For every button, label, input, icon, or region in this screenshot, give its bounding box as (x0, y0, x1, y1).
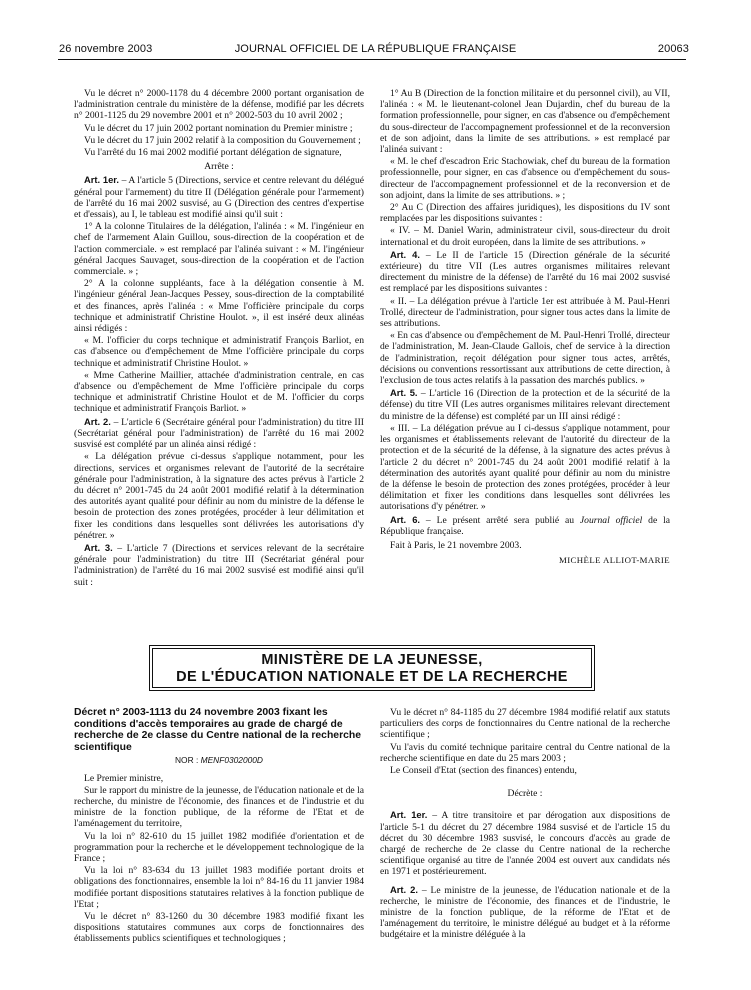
article-2 (74, 416, 364, 451)
date-line: Fait à Paris, le 21 novembre 2003. (390, 539, 522, 551)
article-1 (380, 809, 670, 877)
article-text: – A l'article 5 (Directions, service et centre relevant du délégué général pour l'armement) du titre II (Délégation générale pour l'armement) de l'arrêté du 16 mai 2002 susvisé, au G (Direction des centres d'expertise et d'essais), au I, le tableau est modifié ainsi qu'il suit : (74, 175, 365, 221)
paragraph: Vu la loi n° 83-634 du 13 juillet 1983 modifiée portant droits et obligations des fonctionnaires, ensemble la loi n° 84-16 du 11 janvier 1984 modifiée portant dispositions statutaires relatives à la fonction publique de l'Etat ; (74, 865, 364, 910)
article-label: Art. 5. (390, 387, 418, 399)
article-label: Art. 1er. (390, 809, 428, 821)
top-right-column (380, 88, 670, 567)
signature: MICHÈLE ALLIOT-MARIE (558, 555, 670, 566)
article-2 (380, 884, 670, 941)
article-text: – A titre transitoire et par dérogation aux dispositions de l'article 5-1 du décret du 27 décembre 1984 susvisé et de l'article 15 du décret du 30 décembre 1983 susvisé, le concours d'accès au grade de chargé de recherche de 2e classe du Centre national de la recherche scientifique organisé au titre de l'année 2004 est ouvert aux candidats nés en 1971 et postérieurement. (380, 810, 670, 878)
paragraph: Vu la loi n° 82-610 du 15 juillet 1982 modifiée d'orientation et de programmation pour la recherche et le développement technologique de la France ; (74, 830, 364, 864)
article-text: – L'article 16 (Direction de la protection et de la sécurité de la défense) du titre VII (Les autres organismes militaires relevant directement du ministre de la défense) est complété par un III ainsi rédigé : (380, 388, 670, 422)
page-header (0, 0, 751, 60)
paragraph: Vu le décret n° 84-1185 du 27 décembre 1984 modifié relatif aux statuts particuliers des corps de fonctionnaires du Centre national de la recherche scientifique ; (380, 707, 670, 741)
article-text: – Le II de l'article 15 (Direction générale de la sécurité extérieure) du titre VII (Les autres organismes militaires relevant directement du ministre de la défense) de l'arrêté du 16 mai 2002 susvisé est remplacé par les dispositions suivantes : (380, 249, 670, 295)
article-3 (74, 542, 364, 588)
article-text: – Le présent arrêté sera publié au (425, 514, 580, 526)
paragraph: 2° A la colonne suppléants, face à la délégation consentie à M. l'ingénieur général Jean-Jacques Pessey, sous-direction de la comptabilité et des finances, après l'alinéa : « Mme l'officière principale du corps technique et administratif Christine Houlot. », il est inséré deux alinéas ainsi rédigés : (74, 278, 364, 335)
paragraph: 1° Au B (Direction de la fonction militaire et du personnel civil), au VII, l'alinéa : « M. le lieutenant-colonel Jean Dujardin, chef du bureau de la formation professionnelle, pour signer, en cas d'absence ou d'empêchement du sous-directeur de l'accompagnement professionnel et de la reconversion et de son adjoint, dans la limite de ses attributions. » est remplacé par l'alinéa suivant : (380, 88, 670, 156)
decree-left-column (74, 707, 364, 946)
article-label: Art. 4. (390, 248, 420, 260)
nor-label: NOR : (175, 755, 201, 766)
paragraph: Vu le décret n° 2000-1178 du 4 décembre 2000 portant organisation de l'administration centrale du ministère de la défense, modifié par les décrets n° 2001-1125 du 29 novembre 2001 et n° 2002-503 du 10 avril 2002 ; (74, 88, 364, 122)
article-text: de la République française. (380, 514, 670, 537)
paragraph: Vu le décret du 17 juin 2002 relatif à la composition du Gouvernement ; (84, 134, 361, 146)
nor-reference (74, 755, 364, 766)
paragraph: « IV. – M. Daniel Warin, administrateur civil, sous-directeur du droit international et du droit européen, dans la limite de ses attributions. » (380, 225, 670, 248)
article-label: Art. 6. (390, 513, 421, 525)
header-date: 26 novembre 2003 (59, 43, 153, 55)
paragraph: Le Conseil d'Etat (section des finances) entendu, (390, 765, 577, 777)
article-6 (380, 514, 670, 537)
paragraph: Sur le rapport du ministre de la jeunesse, de l'éducation nationale et de la recherche, du ministre de l'économie, des finances et de l'industrie et du ministre de la fonction publique, de la réforme de l'Etat et de l'aménagement du territoire, (74, 784, 364, 830)
paragraph: « M. le chef d'escadron Eric Stachowiak, chef du bureau de la formation professionnelle, pour signer, en cas d'absence ou d'empêchement du sous-directeur de l'accompagnement professionnel et de la reconversion et de son adjoint, dans la limite de ses attributions. » ; (380, 156, 670, 201)
journal-name: Journal officiel (579, 514, 643, 526)
ministry-box (149, 645, 595, 691)
paragraph: « II. – La délégation prévue à l'article 1er est attribuée à M. Paul-Henri Trollé, directeur de l'administration, pour signer tous actes dans la limite de ses attributions. (380, 295, 670, 330)
arrete-heading: Arrête : (204, 161, 234, 173)
article-label: Art. 2. (390, 883, 418, 895)
paragraph: « Mme Catherine Maillier, attachée d'administration centrale, en cas d'absence ou d'empêchement de Mme l'officière principale du corps technique et administratif Christine Houlot et de M. l'officier du corps technique et administratif François Barliot. » (74, 369, 364, 415)
nor-code: MENF0302000D (200, 755, 263, 766)
header-rule (58, 59, 686, 60)
article-4 (380, 249, 670, 295)
paragraph: 1° A la colonne Titulaires de la délégation, l'alinéa : « M. l'ingénieur en chef de l'armement Alain Guillou, sous-direction de la coopération et de l'action commerciale. » est remplacé par l'alinéa suivant : « M. l'ingénieur général Jacques Sauvaget, sous-direction de la coopération et de l'action commerciale. » ; (74, 221, 364, 278)
paragraph: Le Premier ministre, (84, 772, 164, 784)
paragraph: Vu l'arrêté du 16 mai 2002 modifié portant délégation de signature, (84, 147, 342, 159)
paragraph: 2° Au C (Direction des affaires juridiques), les dispositions du IV sont remplacées par les dispositions suivantes : (380, 202, 670, 225)
article-label: Art. 2. (84, 415, 111, 427)
decree-title: Décret n° 2003-1113 du 24 novembre 2003 fixant les conditions d'accès temporaires au grade de chargé de recherche de 2e classe du Centre national de la recherche scientifique (74, 707, 362, 753)
article-label: Art. 1er. (84, 174, 120, 186)
paragraph: « La délégation prévue ci-dessus s'applique notamment, pour les directions, services et organismes relevant de l'autorité de la secrétaire générale pour l'administration, à la signature des actes prévus à l'article 2 du décret n° 2001-745 du 24 août 2001 modifié relatif à la détermination des autorités ayant qualité pour définir au nom du ministre de la défense le besoin de protection des zones protégées, procéder à leur délimitation et fixer les conditions dans lesquelles sont délivrées les autorisations d'y pénétrer. » (74, 451, 364, 541)
article-text: – L'article 7 (Directions et services relevant de la secrétaire générale pour l'administration) du titre III (Secrétariat général pour l'administration) de l'arrêté du 16 mai 2002 susvisé est modifié ainsi qu'il suit : (74, 542, 364, 588)
article-text: – Le ministre de la jeunesse, de l'éducation nationale et de la recherche, le ministre de l'économie, des finances et de l'industrie, le ministre de la fonction publique, de la réforme de l'Etat et de l'aménagement du territoire, le ministre délégué au budget et à la réforme budgétaire et la ministre déléguée à la (380, 884, 670, 941)
paragraph: « M. l'officier du corps technique et administratif François Barliot, en cas d'absence ou d'empêchement de Mme l'officière principale du corps technique et administratif Christine Houlot. » (74, 335, 364, 369)
ministry-box-inner (152, 648, 592, 688)
article-1 (74, 174, 364, 220)
paragraph: « III. – La délégation prévue au I ci-dessus s'applique notamment, pour les organismes et établissements relevant de l'autorité du directeur de la protection et de la sécurité de la défense, à la signature des actes prévus à l'article 2 du décret n° 2001-745 du 24 août 2001 modifié relatif à la détermination des autorités ayant qualité pour définir au nom du ministre de la défense le besoin de protection des zones protégées, procéder à leur délimitation et fixer les conditions dans lesquelles sont délivrées les autorisations d'y pénétrer. » (380, 422, 670, 513)
decrete-heading: Décrète : (507, 788, 543, 800)
paragraph: Vu l'avis du comité technique paritaire central du Centre national de la recherche scientifique en date du 25 mars 2003 ; (380, 741, 670, 764)
top-left-column (74, 88, 364, 589)
article-5 (380, 387, 670, 422)
decree-right-column (380, 707, 670, 942)
article-text: – L'article 6 (Secrétaire général pour l'administration) du titre III (Secrétariat général pour l'administration) de l'arrêté du 16 mai 2002 susvisé est complété par un alinéa ainsi rédigé : (74, 416, 364, 451)
ministry-title-line-1: MINISTÈRE DE LA JEUNESSE, (261, 652, 483, 668)
article-label: Art. 3. (84, 541, 113, 553)
header-page-number: 20063 (657, 43, 689, 55)
paragraph: « En cas d'absence ou d'empêchement de M. Paul-Henri Trollé, directeur de l'administration, M. Jean-Claude Gallois, chef de service à la direction de l'administration, reçoit délégation pour signer tous actes, arrêtés, décisions ou conventions ressortissant aux attributions de cette direction, à l'exclusion de tous actes relatifs à la passation des marchés publics. » (380, 330, 670, 387)
paragraph: Vu le décret n° 83-1260 du 30 décembre 1983 modifié fixant les dispositions statutaires communes aux corps de fonctionnaires des établissements publics scientifiques et technologiques ; (74, 911, 364, 945)
ministry-title-line-2: DE L'ÉDUCATION NATIONALE ET DE LA RECHERCHE (176, 669, 568, 685)
header-title: JOURNAL OFFICIEL DE LA RÉPUBLIQUE FRANÇAISE (234, 43, 517, 55)
paragraph: Vu le décret du 17 juin 2002 portant nomination du Premier ministre ; (84, 122, 353, 134)
